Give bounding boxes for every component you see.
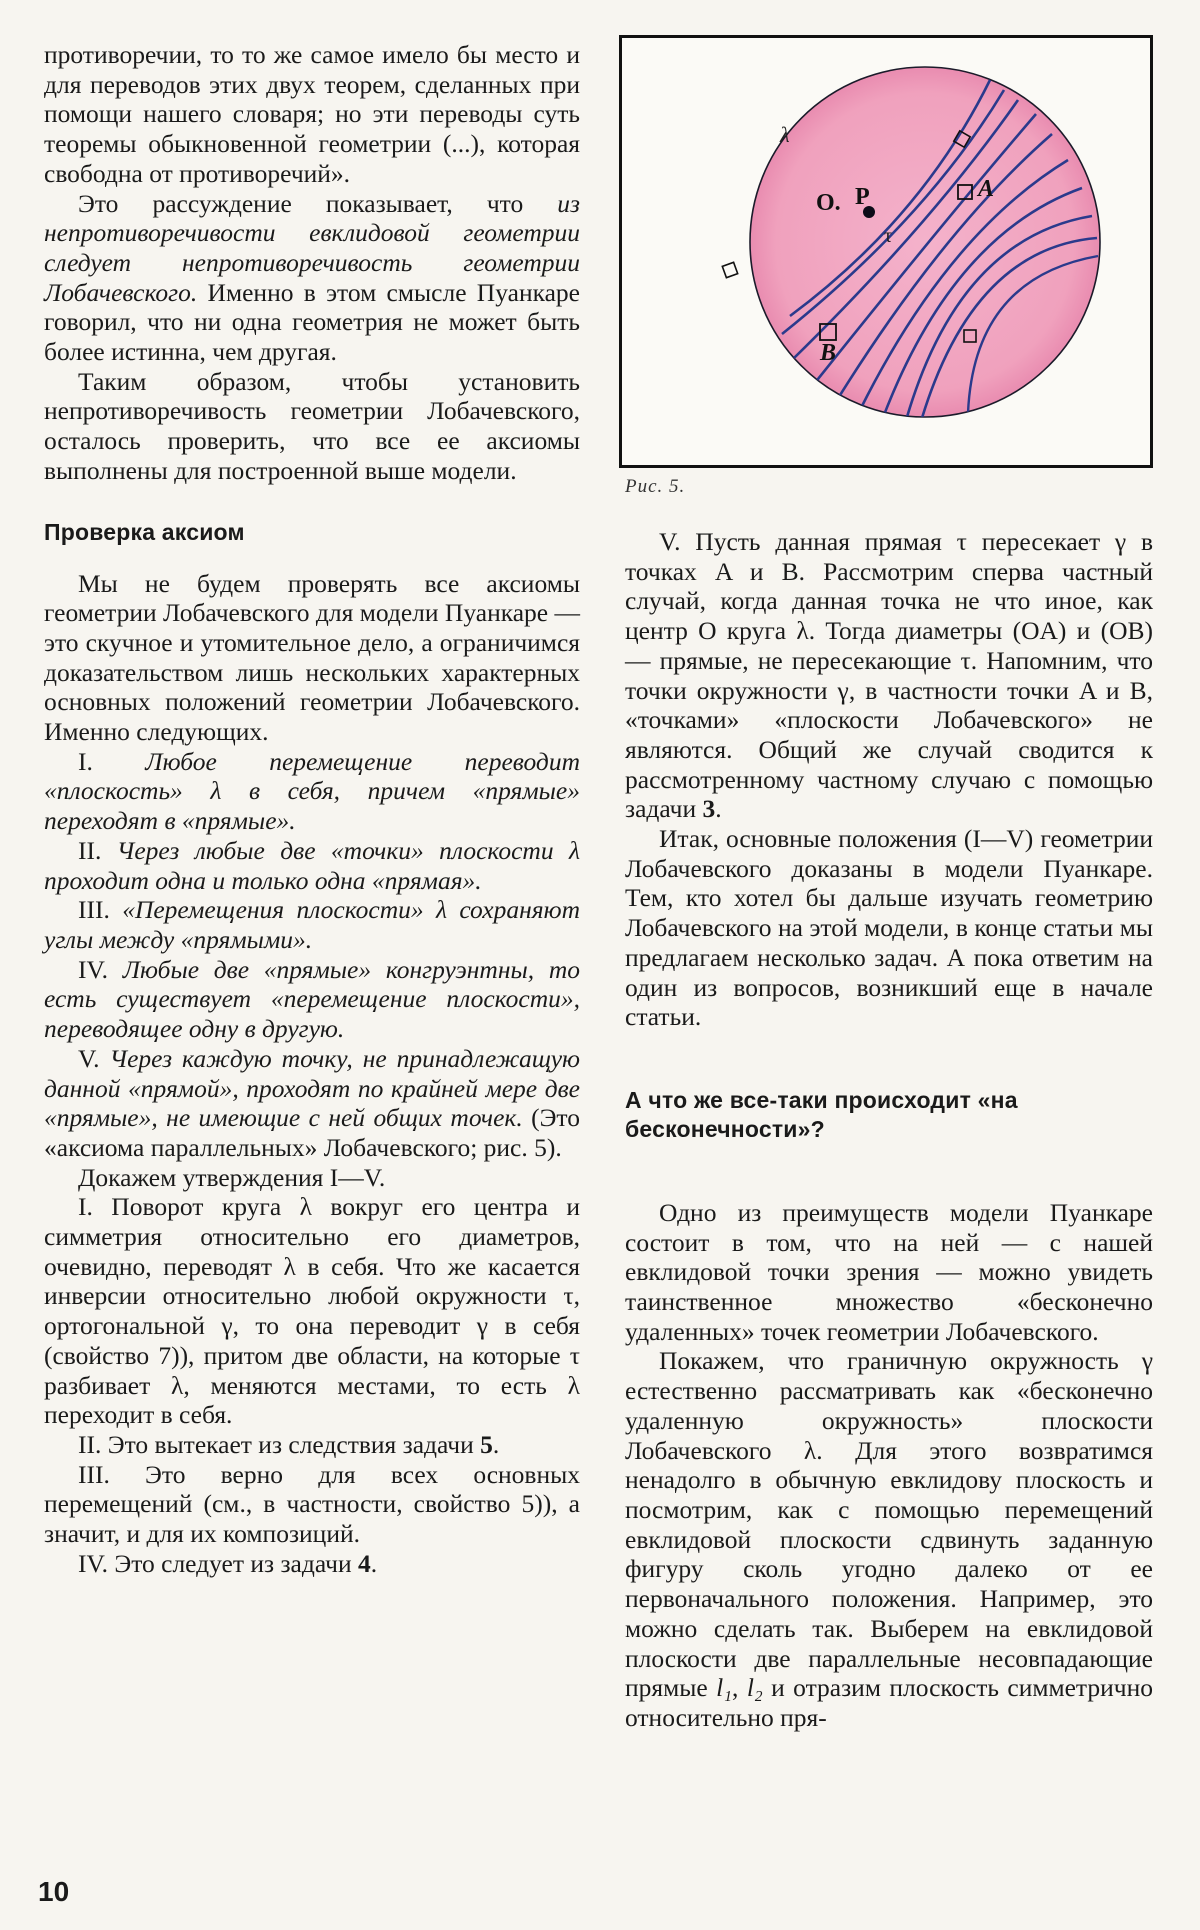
paragraph: противоречии, то то же самое имело бы место и для переводов этих двух теорем, сделанных при помощи нашего словаря; но эти переводы суть теоремы обыкновенной геометрии (...), которая свободна от противоречий». [44, 40, 580, 188]
bold-reference: 5 [480, 1429, 493, 1459]
label-tau: τ [884, 225, 893, 247]
left-column [44, 40, 580, 1578]
paragraph [44, 1430, 580, 1460]
text-run: . [370, 1548, 378, 1578]
right-column [625, 527, 1153, 1733]
axiom-number: III. [78, 895, 123, 925]
label-O: O. [816, 190, 841, 216]
paragraph: Докажем утверждения I—V. [78, 1162, 386, 1192]
axiom-text: Через каждую точку, не принадлежащую данной «прямой», проходят по крайней мере две «прямые», не имеющие с ней общих точек. [44, 1043, 580, 1133]
paragraph [625, 527, 1153, 824]
figure-caption: Рис. 5. [625, 476, 686, 497]
axiom-text: Через любые две «точки» плоскости λ проходит одна и только одна «прямая». [44, 835, 580, 895]
text-run: Именно в этом смысле Пуанкаре говорил, что ни одна геометрия не может быть более истинна, чем другая. [44, 277, 580, 367]
text-run: V. Пусть данная прямая τ пересекает γ в точках A и B. Рассмотрим сперва частный случай, когда данная точка не что иное, как центр O круга λ. Тогда диаметры (OA) и (OB) — прямые, не пересекающие τ. Напомним, что точки окружности γ, в частности точки A и B, «точками» «плоскости Лобачевского» не являются. Общий же случай сводится к рассмотренному частному случаю с помощью задачи [625, 527, 1153, 824]
axiom-5 [44, 1044, 580, 1163]
bold-reference: 3 [702, 794, 716, 824]
axiom-number: IV. [78, 954, 123, 984]
paragraph: I. Поворот круга λ вокруг его центра и симметрия относительно его диаметров, очевидно, переводят λ в себя. Что же касается инверсии относительно любой окружности τ, ортогональной γ, то она переводит γ в себя (свойство 7)), притом две области, на которые τ разбивает λ, меняются местами, то есть λ переходит в себя. [44, 1192, 580, 1430]
figure-5 [619, 35, 1153, 468]
paragraph [625, 1346, 1153, 1732]
right-angle-marker [722, 262, 737, 277]
paragraph [44, 1549, 580, 1579]
label-B: B [820, 340, 837, 366]
section-heading: А что же все-таки происходит «на бесконечности»? [625, 1086, 1018, 1142]
axiom-2 [44, 836, 580, 895]
paragraph: Мы не будем проверять все аксиомы геометрии Лобачевского для модели Пуанкаре — это скучное и утомительное дело, а ограничимся доказательством лишь нескольких характерных основных положений геометрии Лобачевского. Именно следующих. [44, 568, 580, 747]
text-run: II. Это вытекает из следствия задачи [78, 1429, 481, 1459]
text-run: и отразим плоскость симметрично относительно пря- [625, 1673, 1154, 1732]
paragraph: Итак, основные положения (I—V) геометрии Лобачевского доказаны в модели Пуанкаре. Тем, кто хотел бы дальше изучать геометрию Лобачевского на этой модели, в конце статьи мы предлагаем несколько задач. А пока ответим на один из вопросов, возникший еще в начале статьи. [625, 824, 1153, 1032]
text-run: Это рассуждение показывает, что [78, 188, 558, 218]
label-A: A [978, 176, 995, 202]
axiom-3 [44, 895, 580, 954]
math-symbol: l₂ [746, 1673, 763, 1703]
poincare-disk-diagram [622, 38, 1150, 465]
axiom-number: V. [78, 1043, 110, 1073]
label-lambda: λ [780, 122, 790, 147]
axiom-text: Любые две «прямые» конгруэнтны, то есть существует «перемещение плоскости», переводящее одну в другую. [44, 954, 580, 1044]
page-number: 10 [38, 1876, 70, 1907]
math-symbol: l₁ [716, 1673, 733, 1703]
section-heading: Проверка аксиом [44, 518, 245, 545]
text-run: , [732, 1673, 747, 1703]
axiom-4 [44, 955, 580, 1044]
paragraph: III. Это верно для всех основных перемещений (см., в частности, свойство 5)), а значит, и для их композиций. [44, 1459, 580, 1549]
bold-reference: 4 [358, 1548, 371, 1578]
text-run: . [715, 794, 722, 824]
axiom-text: «Перемещения плоскости» λ сохраняют углы между «прямыми». [44, 895, 580, 954]
paragraph: Таким образом, чтобы установить непротиворечивость геометрии Лобачевского, осталось проверить, что все ее аксиомы выполнены для построенной выше модели. [44, 366, 580, 485]
paragraph: Одно из преимуществ модели Пуанкаре состоит в том, что на ней — с нашей евклидовой точки зрения — можно увидеть таинственное множество «бесконечно удаленных» точек геометрии Лобачевского. [625, 1197, 1153, 1346]
axiom-text: Любое перемещение переводит «плоскость» λ в себя, причем «прямые» переходят в «прямые». [44, 746, 580, 836]
text-run: IV. Это следует из задачи [78, 1548, 358, 1578]
italic-text: из непротиворечивости евклидовой геометрии следует непротиворечивость геометрии Лобачевского. [44, 188, 580, 307]
label-P: P [855, 184, 870, 210]
text-run: . [492, 1429, 500, 1459]
text-run: Покажем, что граничную окружность γ естественно рассматривать как «бесконечно удаленную окружность» плоскости Лобачевского λ. Для этого возвратимся ненадолго в обычную евклидову плоскость и посмотрим, как с помощью перемещений евклидовой плоскости сдвинуть заданную фигуру сколь угодно далеко от ее первоначального положения. Например, это можно сделать так. Выберем на евклидовой плоскости две параллельные несовпадающие прямые [625, 1346, 1153, 1703]
axiom-number: II. [78, 835, 117, 865]
text-run: (Это «аксиома параллельных» Лобачевского; рис. 5). [44, 1103, 580, 1162]
axiom-number: I. [78, 746, 146, 776]
axiom-1 [44, 747, 580, 836]
paragraph [44, 189, 580, 367]
